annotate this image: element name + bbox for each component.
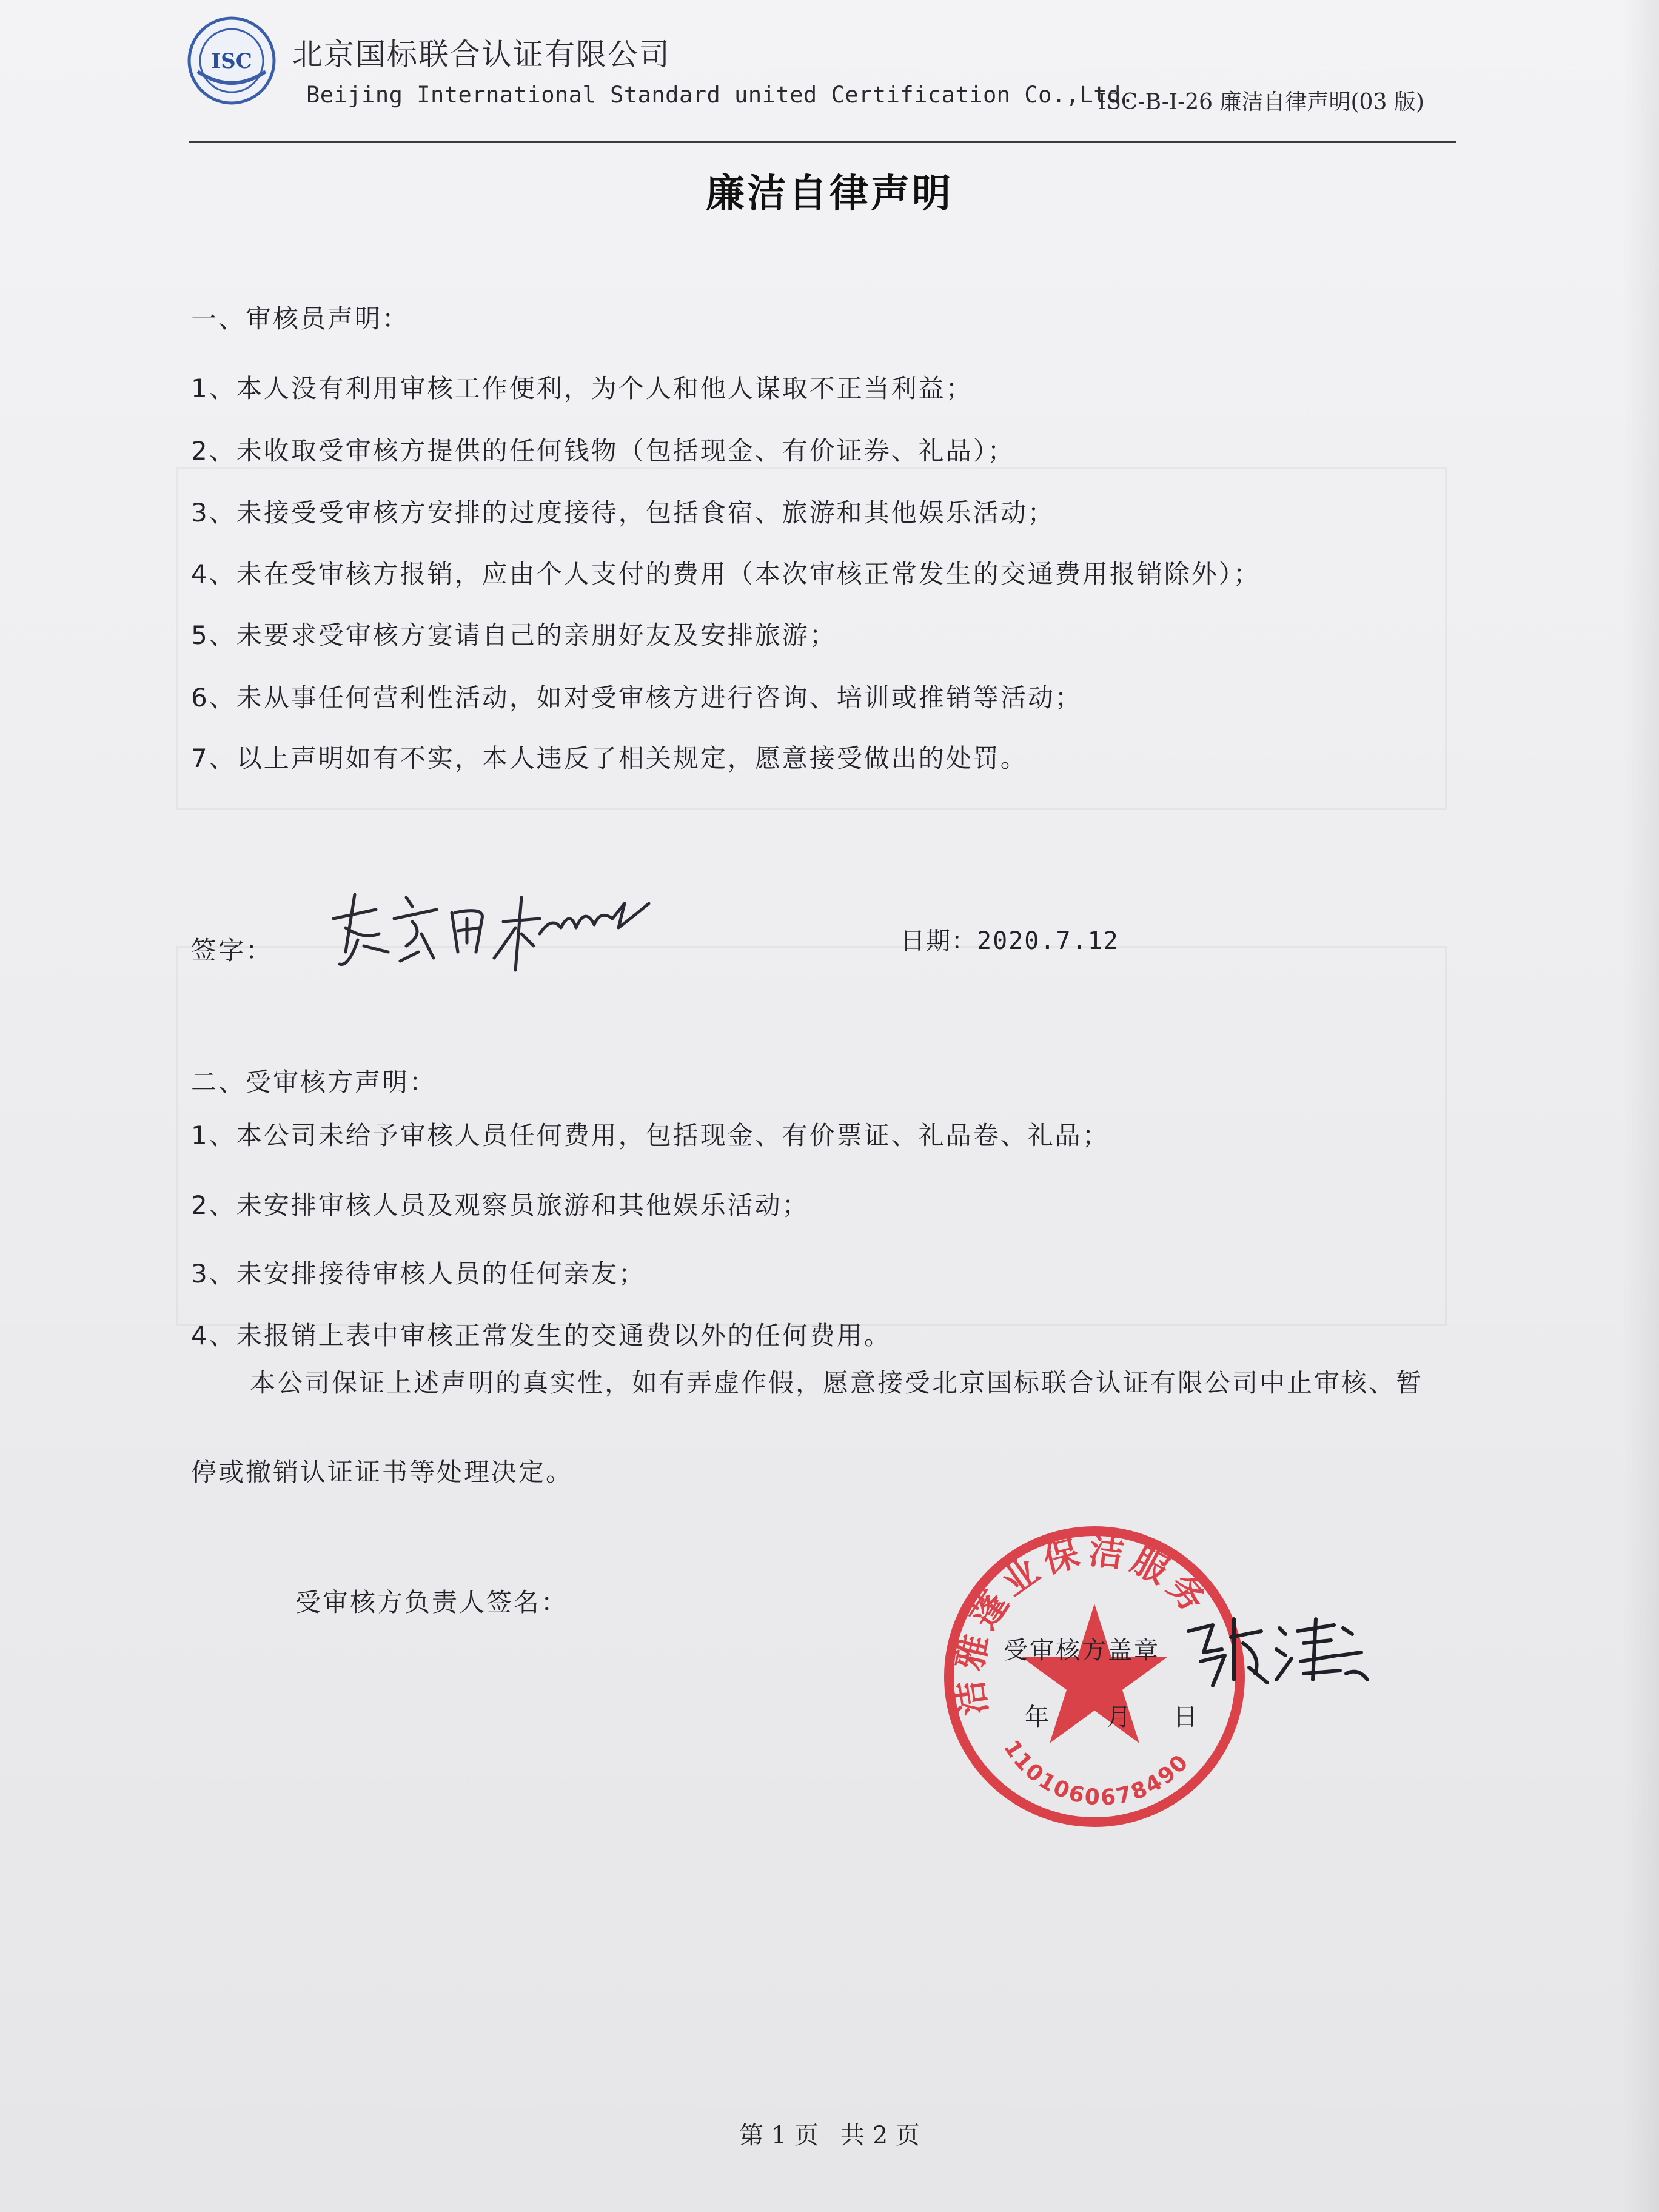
date-label: 日期： [900, 927, 977, 955]
page-edge-shadow [1623, 0, 1659, 2212]
responsible-signature-label: 受审核方负责人签名： [295, 1587, 569, 1617]
svg-text:1101060678490: 1101060678490 [998, 1735, 1195, 1811]
auditee-signature [1176, 1595, 1370, 1698]
auditor-signature [321, 861, 685, 982]
company-name-cn: 北京国标联合认证有限公司 [292, 37, 671, 72]
section2-item: 1、本公司未给予审核人员任何费用，包括现金、有价票证、礼品卷、礼品； [191, 1121, 1110, 1150]
svg-text:洁雅蓬业保洁服务: 洁雅蓬业保洁服务 [948, 1530, 1218, 1718]
section2-item: 4、未报销上表中审核正常发生的交通费以外的任何费用。 [191, 1321, 891, 1350]
section2-heading: 二、受审核方声明： [191, 1067, 437, 1097]
day-label: 日 [1173, 1703, 1198, 1731]
page-number: 第 1 页 [739, 2122, 819, 2150]
document-code: ISC-B-I-26 廉洁自律声明(03 版) [1098, 90, 1424, 115]
section2-item: 2、未安排审核人员及观察员旅游和其他娱乐活动； [191, 1190, 809, 1220]
section1-item: 5、未要求受审核方宴请自己的亲朋好友及安排旅游； [191, 620, 837, 650]
section1-item: 6、未从事任何营利性活动，如对受审核方进行咨询、培训或推销等活动； [191, 683, 1082, 712]
section1-item: 2、未收取受审核方提供的任何钱物（包括现金、有价证券、礼品）； [191, 436, 1015, 466]
company-name-en: Beijing International Standard united Certification Co.,Ltd. [306, 82, 1135, 108]
header-divider [189, 141, 1456, 143]
section2-item: 3、未安排接待审核人员的任何亲友； [191, 1259, 646, 1289]
section1-item: 4、未在受审核方报销，应由个人支付的费用（本次审核正常发生的交通费用报销除外）； [191, 559, 1261, 589]
section1-item: 3、未接受受审核方安排的过度接待，包括食宿、旅游和其他娱乐活动； [191, 498, 1055, 528]
guarantee-paragraph-line2: 停或撤销认证证书等处理决定。 [191, 1457, 574, 1487]
seal-label: 受审核方盖章 [1004, 1637, 1160, 1664]
page-footer [0, 2116, 1659, 2151]
guarantee-paragraph-line1: 本公司保证上述声明的真实性，如有弄虚作假，愿意接受北京国标联合认证有限公司中止审核、暂 [250, 1368, 1424, 1398]
signature-label: 签字： [191, 936, 273, 965]
date-field [900, 922, 1119, 956]
section1-heading: 一、审核员声明： [191, 304, 410, 333]
date-value: 2020.7.12 [977, 927, 1119, 955]
section1-item: 7、以上声明如有不实，本人违反了相关规定，愿意接受做出的处罚。 [191, 743, 1028, 773]
year-label: 年 [1025, 1703, 1049, 1731]
section1-item: 1、本人没有利用审核工作便利，为个人和他人谋取不正当利益； [191, 374, 973, 403]
company-logo-icon [187, 16, 276, 106]
svg-text:ISC: ISC [211, 49, 252, 73]
page-title: 廉洁自律声明 [706, 172, 953, 216]
month-label: 月 [1107, 1703, 1131, 1731]
page-total: 共 2 页 [840, 2122, 920, 2150]
